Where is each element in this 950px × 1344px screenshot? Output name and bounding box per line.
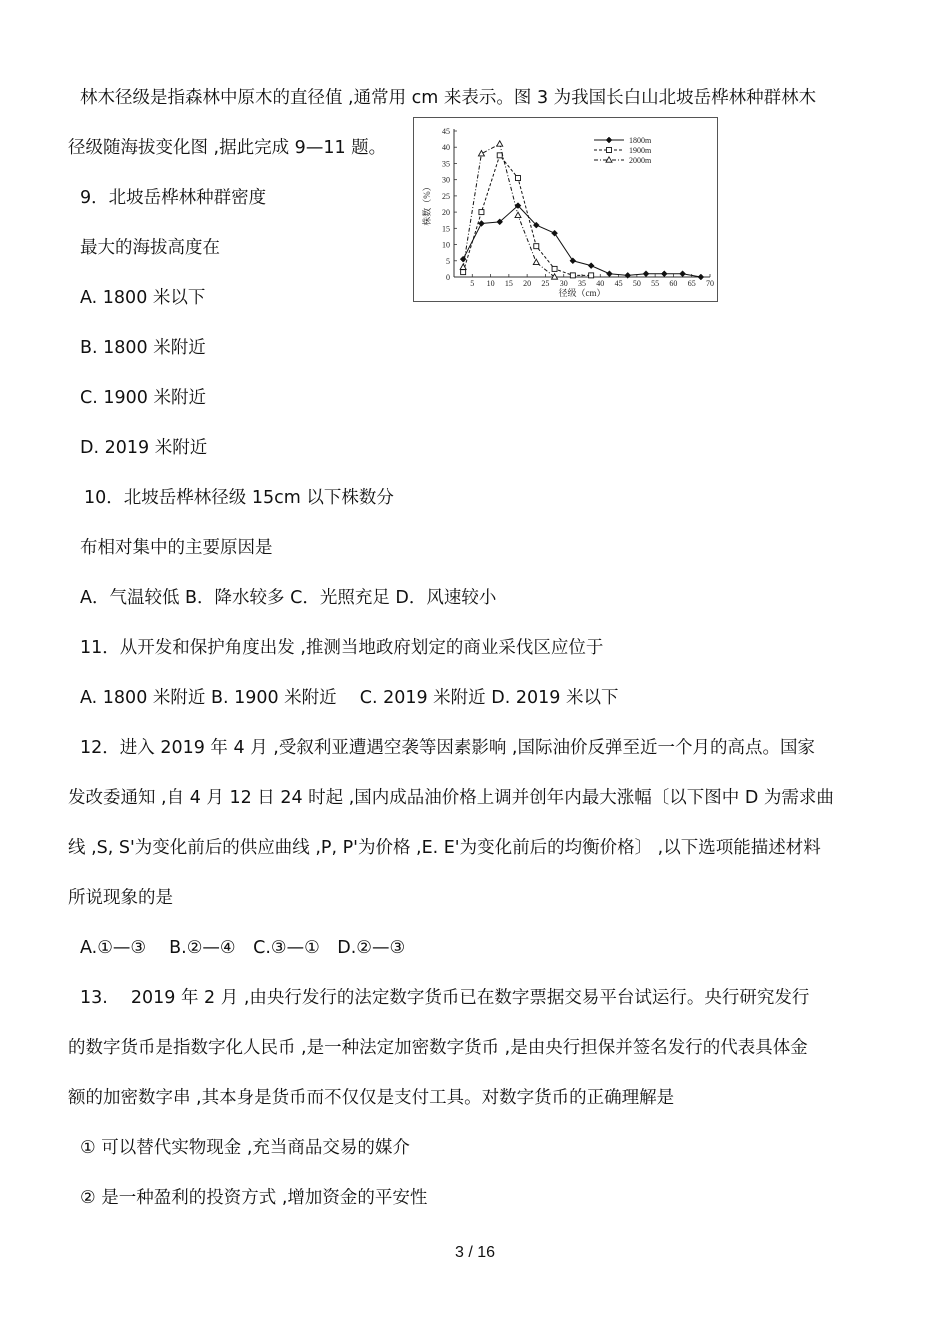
legend-marker-1900m (607, 148, 612, 153)
figure-3-chart (413, 117, 718, 302)
x-tick-label: 40 (596, 279, 605, 288)
question-11-stem: 11．从开发和保护角度出发 ,推测当地政府划定的商业采伐区应位于 (80, 638, 604, 658)
question-13-stem-cont-1: 的数字货币是指数字化人民币 ,是一种法定加密数字货币 ,是由央行担保并签名发行的代表具体金 (68, 1038, 808, 1058)
data-point-1800m (643, 271, 649, 277)
question-12-stem: 12．进入 2019 年 4 月 ,受叙利亚遭遇空袭等因素影响 ,国际油价反弹至近一个月的高点。国家 (80, 738, 815, 758)
x-tick-label: 65 (687, 279, 696, 288)
data-point-1800m (552, 230, 558, 236)
x-tick-label: 25 (541, 279, 550, 288)
x-tick-label: 5 (470, 279, 475, 288)
question-12-stem-cont-2: 线 ,S, S'为变化前后的供应曲线 ,P, P'为价格 ,E. E'为变化前后的均衡价格〕 ,以下选项能描述材料 (68, 838, 821, 858)
question-12-options: A.①—③ B.②—④ C.③—① D.②—③ (80, 938, 406, 958)
data-point-1800m (478, 220, 484, 226)
question-13-stem-cont-2: 额的加密数字串 ,其本身是货币而不仅仅是支付工具。对数字货币的正确理解是 (68, 1088, 675, 1108)
y-tick-label: 20 (442, 208, 450, 218)
x-tick-label: 35 (578, 279, 586, 288)
question-10-stem-cont: 布相对集中的主要原因是 (80, 538, 273, 558)
question-9-stem: 9．北坡岳桦林种群密度 (80, 188, 267, 208)
data-point-1900m (589, 273, 594, 278)
x-tick-label: 15 (504, 279, 513, 288)
question-10-options: A．气温较低 B．降水较多 C．光照充足 D．风速较小 (80, 588, 497, 608)
data-point-1800m (606, 271, 612, 277)
question-10-stem: 10．北坡岳桦林径级 15cm 以下株数分 (84, 488, 394, 508)
y-tick-label: 35 (442, 159, 450, 169)
data-point-1800m (680, 271, 686, 277)
data-point-1900m (497, 153, 502, 158)
x-tick-label: 50 (632, 279, 641, 288)
legend-label-2000m: 2000m (629, 156, 652, 165)
question-13-stem: 13. 2019 年 2 月 ,由央行发行的法定数字货币已在数字票据交易平台试运行。央行研究发行 (80, 988, 810, 1008)
question-9-stem-cont: 最大的海拔高度在 (80, 238, 220, 258)
data-point-2000m (515, 212, 521, 217)
data-point-1800m (570, 258, 576, 264)
question-9-option-c: C. 1900 米附近 (80, 388, 206, 408)
question-9-option-a: A. 1800 米以下 (80, 288, 206, 308)
data-point-1900m (479, 210, 484, 215)
x-tick-label: 60 (669, 279, 678, 288)
x-tick-label: 45 (614, 279, 623, 288)
question-12-stem-cont-3: 所说现象的是 (68, 888, 173, 908)
question-12-stem-cont-1: 发改委通知 ,自 4 月 12 日 24 时起 ,国内成品油价格上调并创年内最大涨幅〔以下图中 D 为需求曲 (68, 788, 834, 808)
question-9-option-b: B. 1800 米附近 (80, 338, 206, 358)
y-tick-label: 5 (446, 256, 450, 266)
y-tick-label: 10 (442, 240, 450, 250)
data-point-1800m (661, 271, 667, 277)
question-13-statement-1: ① 可以替代实物现金 ,充当商品交易的媒介 (80, 1138, 410, 1158)
series-line-2000m (463, 144, 554, 277)
x-tick-label: 10 (486, 279, 495, 288)
question-13-statement-2: ② 是一种盈利的投资方式 ,增加资金的平安性 (80, 1188, 428, 1208)
x-tick-label: 20 (523, 279, 532, 288)
y-tick-label: 0 (446, 273, 450, 282)
page-number: 3 / 16 (454, 1244, 496, 1261)
x-tick-label: 30 (559, 279, 568, 288)
y-tick-label: 15 (442, 224, 450, 234)
data-point-2000m (478, 151, 484, 156)
question-11-options: A. 1800 米附近 B. 1900 米附近 C. 2019 米附近 D. 2019 米以下 (80, 688, 619, 708)
series-line-1800m (463, 206, 701, 277)
y-tick-label: 45 (442, 127, 450, 136)
intro-line-1: 林木径级是指森林中原木的直径值 ,通常用 cm 来表示。图 3 为我国长白山北坡岳桦林种群林木 (80, 88, 817, 108)
y-tick-label: 40 (442, 143, 450, 153)
x-tick-label: 55 (651, 279, 660, 288)
data-point-1900m (534, 244, 539, 249)
x-axis-label: 径级（cm） (558, 288, 606, 298)
data-point-1900m (552, 266, 557, 271)
y-tick-label: 30 (442, 175, 450, 185)
intro-line-2: 径级随海拔变化图 ,据此完成 9—11 题。 (68, 138, 387, 158)
y-axis-label: 株数（%） (422, 182, 432, 226)
legend-label-1800m: 1800m (629, 136, 652, 145)
y-tick-label: 25 (442, 191, 450, 201)
data-point-2000m (497, 141, 503, 146)
data-point-1900m (570, 273, 575, 278)
legend-label-1900m: 1900m (629, 146, 652, 155)
data-point-1900m (516, 176, 521, 181)
x-tick-label: 70 (706, 279, 714, 288)
data-point-2000m (533, 259, 539, 264)
chart-svg (414, 118, 717, 301)
legend-marker-1800m (606, 137, 612, 143)
question-9-option-d: D. 2019 米附近 (80, 438, 208, 458)
data-point-1800m (588, 263, 594, 269)
data-point-1800m (698, 274, 704, 280)
data-point-1900m (461, 270, 466, 275)
